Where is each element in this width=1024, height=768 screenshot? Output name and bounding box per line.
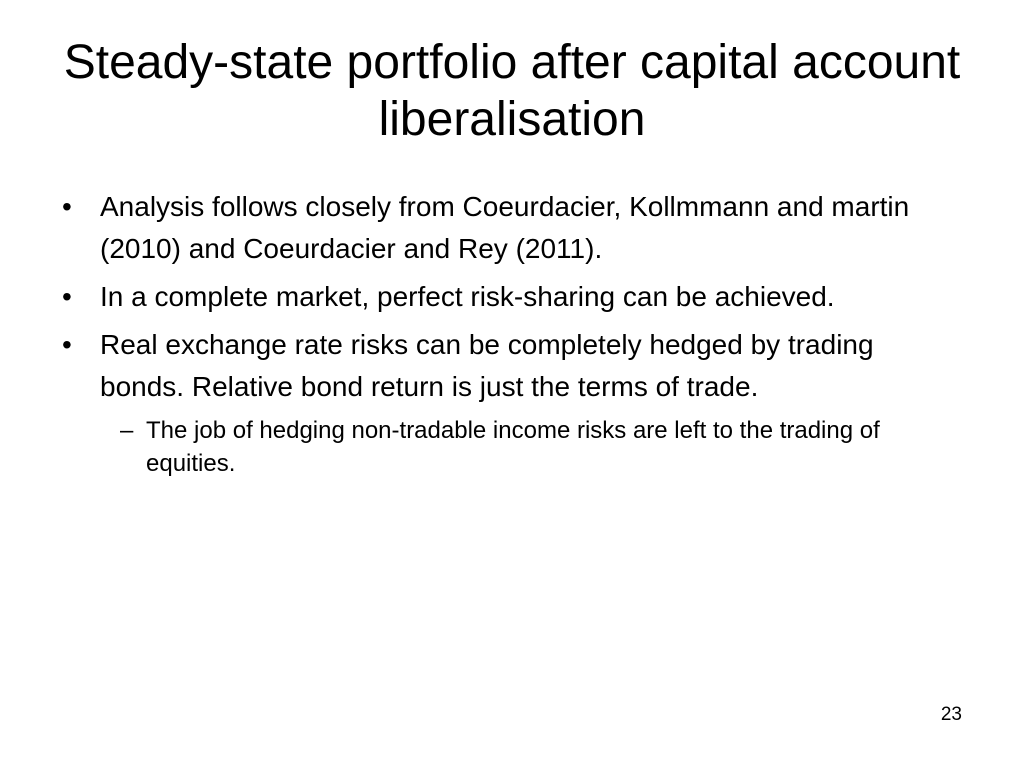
bullet-text: In a complete market, perfect risk-sharing can be achieved. (100, 281, 835, 312)
bullet-marker: • (62, 281, 72, 312)
sub-bullet-marker: – (120, 417, 134, 444)
bullet-item (62, 324, 962, 408)
bullet-list (62, 186, 962, 480)
bullet-item (62, 186, 962, 270)
bullet-marker: • (62, 191, 72, 222)
bullet-text: Real exchange rate risks can be completely hedged by trading bonds. Relative bond return is just the terms of trade. (100, 329, 874, 402)
page-number: 23 (940, 704, 962, 725)
bullet-text: Analysis follows closely from Coeurdacier, Kollmmann and martin (2010) and Coeurdacier and Rey (2011). (100, 191, 910, 264)
sub-bullet-text: The job of hedging non-tradable income risks are left to the trading of equities. (146, 417, 880, 477)
bullet-marker: • (62, 329, 72, 360)
bullet-item (62, 276, 962, 318)
slide-title: Steady-state portfolio after capital account liberalisation (63, 36, 961, 146)
sub-bullet-item (120, 414, 962, 480)
